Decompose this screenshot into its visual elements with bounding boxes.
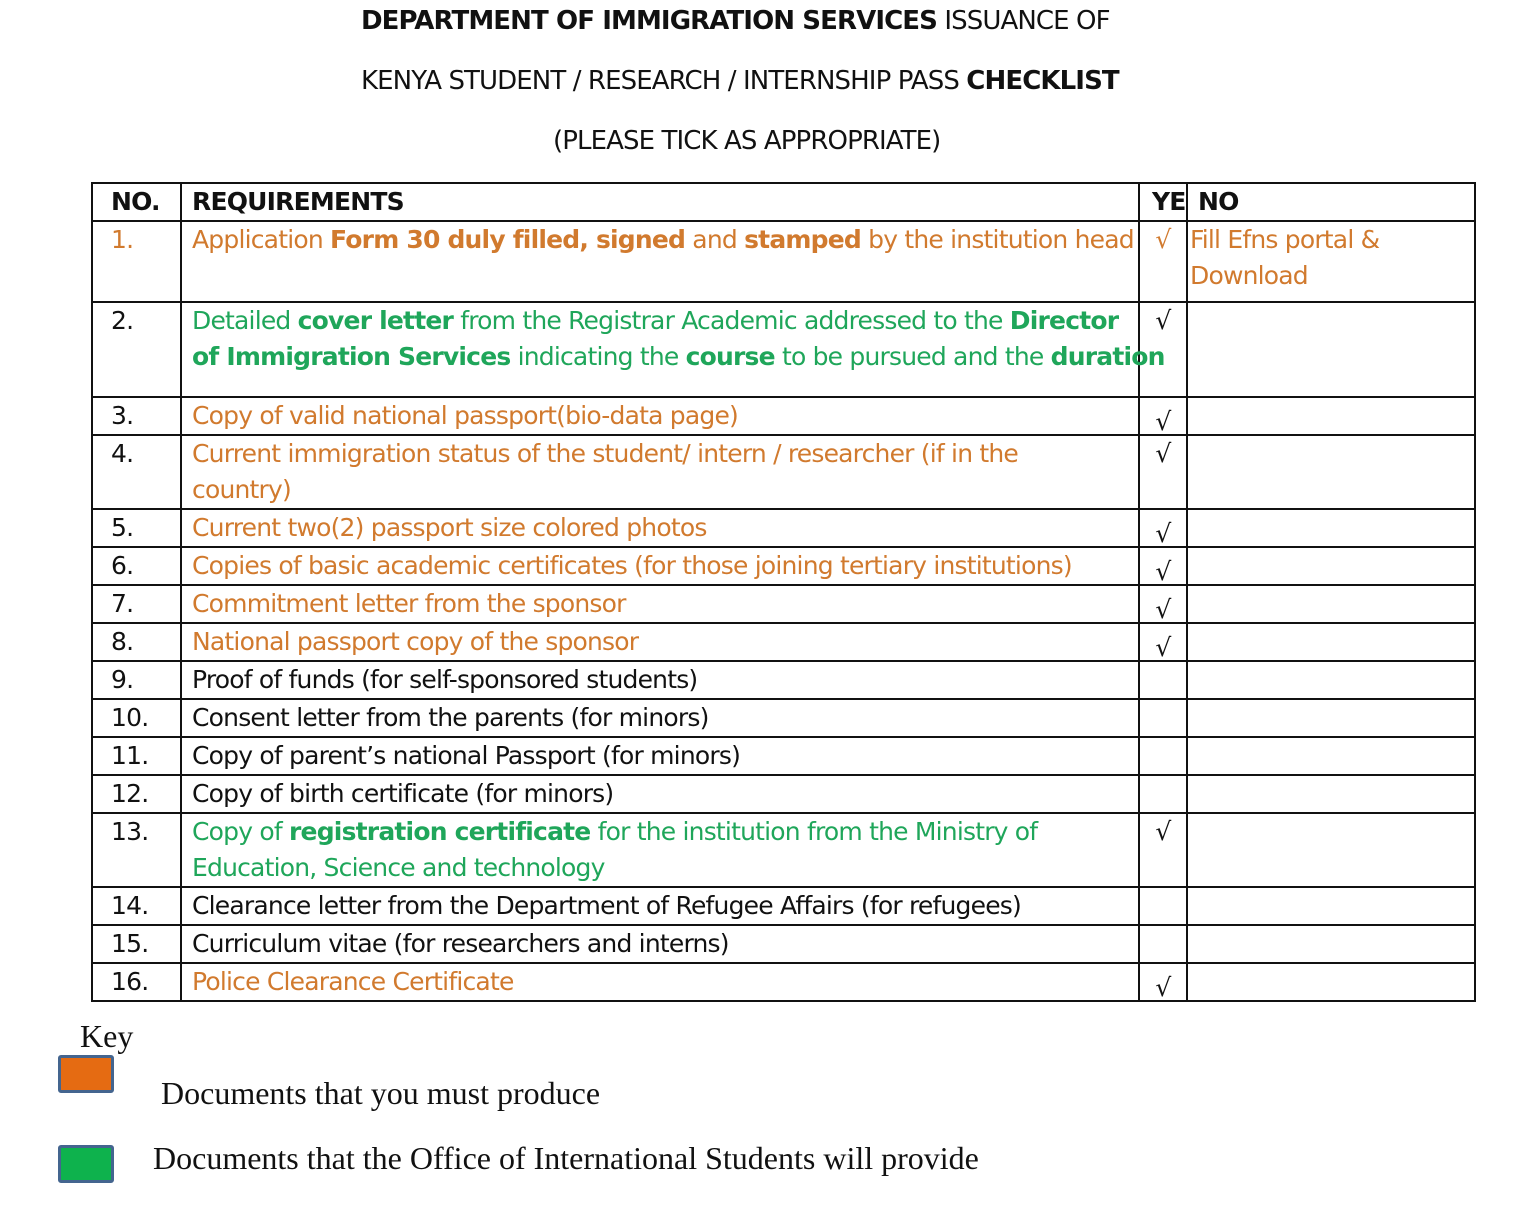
requirement-segment: Curriculum vitae (for researchers and interns) — [192, 929, 729, 958]
requirement-text — [181, 435, 1139, 509]
no-cell[interactable] — [1187, 221, 1475, 302]
title-issuance: ISSUANCE OF — [936, 6, 1110, 36]
tick-icon: √ — [1155, 973, 1171, 1002]
requirement-line — [192, 662, 1138, 698]
yes-cell[interactable] — [1139, 509, 1187, 547]
no-cell[interactable] — [1187, 813, 1475, 887]
title-pass: KENYA STUDENT / RESEARCH / INTERNSHIP PASS — [361, 66, 967, 96]
requirement-text — [181, 302, 1165, 397]
requirement-line — [192, 850, 1138, 886]
requirement-text — [181, 737, 1139, 775]
row-number: 10. — [92, 699, 181, 737]
key-swatch-orange — [58, 1055, 114, 1093]
requirement-text — [181, 397, 1139, 435]
tick-icon: √ — [1155, 407, 1171, 436]
requirement-line — [192, 624, 1138, 660]
requirement-segment: Detailed — [192, 306, 298, 335]
requirement-line — [192, 510, 1138, 546]
requirement-line — [192, 888, 1138, 924]
no-cell[interactable] — [1187, 397, 1475, 435]
requirement-emphasis: Director — [1009, 306, 1119, 335]
requirement-segment: Copy of birth certificate (for minors) — [192, 779, 614, 808]
row-number: 6. — [92, 547, 181, 585]
row-number: 8. — [92, 623, 181, 661]
requirement-line — [192, 339, 1165, 375]
requirement-line — [192, 398, 1138, 434]
no-cell[interactable] — [1187, 547, 1475, 585]
yes-cell[interactable] — [1139, 813, 1187, 887]
requirement-emphasis: duration — [1050, 342, 1165, 371]
no-cell[interactable] — [1187, 925, 1475, 963]
requirement-segment: Clearance letter from the Department of Refugee Affairs (for refugees) — [192, 891, 1021, 920]
no-cell-note: Fill Efns portal & — [1190, 225, 1380, 254]
row-number: 1. — [92, 221, 181, 302]
requirement-segment: and — [685, 225, 745, 254]
requirement-text — [181, 509, 1139, 547]
yes-cell[interactable] — [1139, 221, 1187, 302]
requirement-segment: to be pursued and the — [774, 342, 1051, 371]
no-cell[interactable] — [1187, 661, 1475, 699]
requirement-text — [181, 623, 1139, 661]
requirement-segment: Current immigration status of the student/ intern / researcher (if in the — [192, 439, 1019, 468]
row-number: 14. — [92, 887, 181, 925]
requirement-emphasis: stamped — [744, 225, 861, 254]
tick-icon: √ — [1155, 633, 1171, 662]
title-line-2 — [361, 66, 1119, 96]
row-number: 2. — [92, 302, 181, 397]
title-line-1 — [361, 6, 1110, 36]
requirement-text — [181, 585, 1139, 623]
row-number: 15. — [92, 925, 181, 963]
requirement-text — [181, 699, 1139, 737]
table-row — [92, 547, 1475, 585]
row-number: 16. — [92, 963, 181, 1001]
requirement-emphasis: course — [685, 342, 775, 371]
requirement-segment: Copy of — [192, 817, 290, 846]
row-number: 11. — [92, 737, 181, 775]
table-row — [92, 509, 1475, 547]
requirement-emphasis: registration certificate — [289, 817, 591, 846]
no-cell[interactable] — [1187, 775, 1475, 813]
tick-icon: √ — [1155, 439, 1171, 468]
yes-cell[interactable] — [1139, 435, 1187, 509]
table-row — [92, 435, 1475, 509]
requirement-line — [192, 926, 1138, 962]
yes-cell[interactable] — [1139, 963, 1187, 1001]
yes-cell[interactable] — [1139, 623, 1187, 661]
table-row — [92, 775, 1475, 813]
row-number: 5. — [92, 509, 181, 547]
row-number: 7. — [92, 585, 181, 623]
requirement-line — [192, 738, 1138, 774]
requirement-segment: for the institution from the Ministry of — [590, 817, 1038, 846]
requirement-line — [192, 222, 1138, 258]
row-number: 9. — [92, 661, 181, 699]
tick-icon: √ — [1155, 817, 1171, 846]
requirement-segment: Proof of funds (for self-sponsored students) — [192, 665, 698, 694]
no-cell[interactable] — [1187, 435, 1475, 509]
requirement-segment: Current two(2) passport size colored photos — [192, 513, 707, 542]
no-cell[interactable] — [1187, 585, 1475, 623]
requirement-line — [192, 964, 1138, 1000]
row-number: 13. — [92, 813, 181, 887]
table-body — [92, 221, 1475, 1001]
requirement-line — [192, 436, 1138, 472]
table-row — [92, 661, 1475, 699]
key-label-office-provides: Documents that the Office of International Students will provide — [153, 1140, 979, 1176]
key-label-must-produce: Documents that you must produce — [161, 1075, 601, 1111]
yes-cell[interactable] — [1139, 775, 1187, 813]
requirement-segment: Copies of basic academic certificates (for those joining tertiary institutions) — [192, 551, 1072, 580]
requirement-segment: Copy of valid national passport(bio-data page) — [192, 401, 738, 430]
table-row — [92, 887, 1475, 925]
table-row — [92, 699, 1475, 737]
table-row — [92, 623, 1475, 661]
table-row — [92, 813, 1475, 887]
yes-cell[interactable] — [1139, 661, 1187, 699]
column-header-no: NO — [1187, 183, 1475, 221]
column-header-requirements: REQUIREMENTS — [181, 183, 1139, 221]
title-checklist: CHECKLIST — [966, 66, 1119, 96]
requirement-emphasis: of Immigration Services — [192, 342, 511, 371]
yes-cell[interactable] — [1139, 887, 1187, 925]
column-header-number: NO. — [92, 183, 181, 221]
requirement-segment: indicating the — [510, 342, 686, 371]
requirement-emphasis: cover letter — [297, 306, 454, 335]
requirement-segment: by the institution head — [861, 225, 1134, 254]
column-header-yes: YE — [1139, 183, 1187, 221]
requirement-segment: Copy of parent’s national Passport (for minors) — [192, 741, 741, 770]
requirement-line — [192, 303, 1138, 339]
table-row — [92, 737, 1475, 775]
yes-cell[interactable] — [1139, 397, 1187, 435]
requirement-segment: Application — [192, 225, 331, 254]
no-cell[interactable] — [1187, 623, 1475, 661]
no-cell-note: Download — [1190, 261, 1308, 290]
requirement-line — [192, 472, 1138, 508]
requirement-text — [181, 813, 1139, 887]
no-cell[interactable] — [1187, 737, 1475, 775]
table-row — [92, 925, 1475, 963]
row-number: 12. — [92, 775, 181, 813]
requirement-line — [192, 814, 1138, 850]
tick-icon: √ — [1155, 306, 1171, 335]
tick-icon: √ — [1155, 225, 1171, 254]
requirement-line — [192, 548, 1138, 584]
title-instruction: (PLEASE TICK AS APPROPRIATE) — [553, 126, 941, 156]
requirement-segment: Consent letter from the parents (for minors) — [192, 703, 709, 732]
requirement-text — [181, 221, 1139, 302]
requirement-text — [181, 963, 1139, 1001]
title-department: DEPARTMENT OF IMMIGRATION SERVICES — [361, 6, 937, 36]
no-cell[interactable] — [1187, 509, 1475, 547]
requirement-segment: National passport copy of the sponsor — [192, 627, 639, 656]
requirement-segment: Commitment letter from the sponsor — [192, 589, 626, 618]
yes-cell[interactable] — [1139, 547, 1187, 585]
no-cell[interactable] — [1187, 887, 1475, 925]
no-cell[interactable] — [1187, 699, 1475, 737]
table-header-row — [92, 183, 1475, 221]
no-cell[interactable] — [1187, 963, 1475, 1001]
requirement-segment: Education, Science and technology — [192, 853, 605, 882]
tick-icon: √ — [1155, 557, 1171, 586]
requirement-segment: Police Clearance Certificate — [192, 967, 514, 996]
requirement-text — [181, 547, 1139, 585]
requirement-emphasis: Form 30 duly filled, signed — [330, 225, 686, 254]
table-row — [92, 221, 1475, 302]
table-row — [92, 963, 1475, 1001]
requirements-table — [91, 182, 1476, 1002]
requirement-text — [181, 775, 1139, 813]
requirement-text — [181, 925, 1139, 963]
table-row — [92, 397, 1475, 435]
requirement-text — [181, 887, 1139, 925]
yes-cell[interactable] — [1139, 737, 1187, 775]
key-swatch-green — [58, 1145, 114, 1183]
requirement-text — [181, 661, 1139, 699]
requirement-line — [192, 776, 1138, 812]
row-number: 4. — [92, 435, 181, 509]
yes-cell[interactable] — [1139, 699, 1187, 737]
tick-icon: √ — [1155, 595, 1171, 624]
requirement-line — [192, 700, 1138, 736]
row-number: 3. — [92, 397, 181, 435]
requirement-line — [192, 586, 1138, 622]
table-row — [92, 302, 1475, 397]
requirement-segment: country) — [192, 475, 291, 504]
key-title: Key — [80, 1018, 134, 1054]
tick-icon: √ — [1155, 519, 1171, 548]
no-cell[interactable] — [1187, 302, 1475, 397]
yes-cell[interactable] — [1139, 585, 1187, 623]
yes-cell[interactable] — [1139, 925, 1187, 963]
requirement-segment: from the Registrar Academic addressed to the — [453, 306, 1010, 335]
table-row — [92, 585, 1475, 623]
